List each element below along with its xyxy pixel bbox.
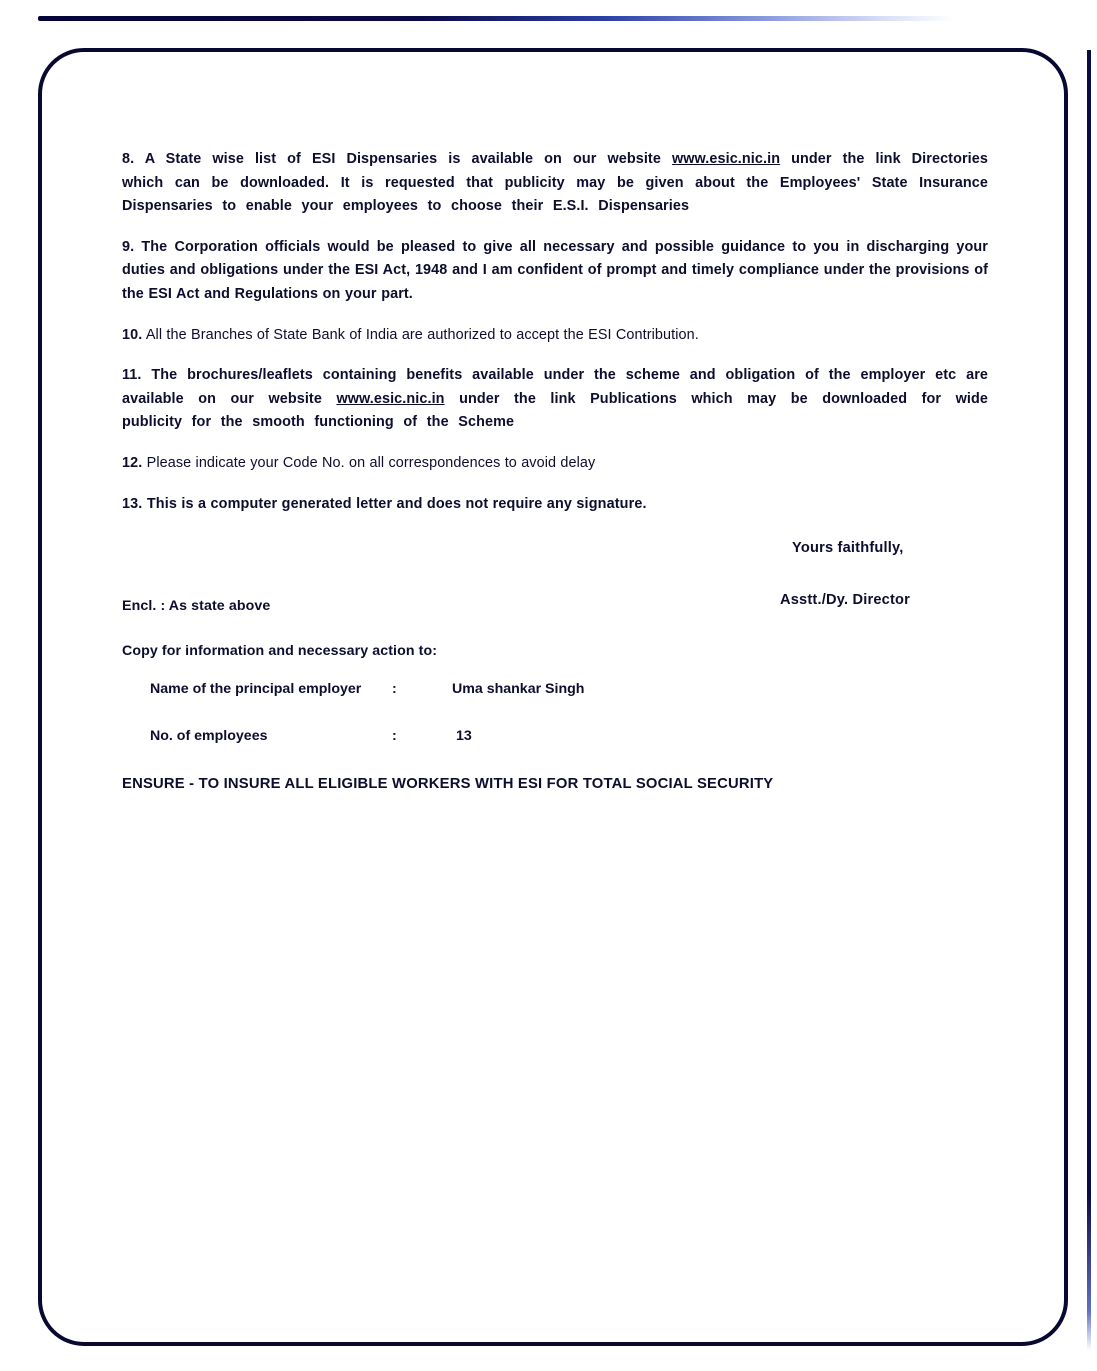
paragraph-8 [122,148,988,219]
paragraph-12 [122,452,988,476]
enclosure-line: Encl. : As state above [122,598,271,614]
paragraph-11-text-before-link: The brochures/leaflets containing benefits available under the scheme and obligation of the employer etc are available on our website [122,367,988,407]
paragraph-8-text-after-link: under the link Directories which can be downloaded. It is requested that publicity may be given about the Employees' State Insurance Dispensaries to enable your employees to choose their E.S.I. Dispensaries [122,151,988,215]
detail-row-principal-employer [150,681,822,697]
esic-website-link-2[interactable]: www.esic.nic.in [336,390,445,407]
principal-employer-value: Uma shankar Singh [452,681,585,697]
principal-employer-label: Name of the principal employer [150,681,362,697]
paragraph-9-text: The Corporation officials would be pleased to give all necessary and possible guidance to you in discharging your duties and obligations under the ESI Act, 1948 and I am confident of prompt and timely compliance under the provisions of the ESI Act and Regulations on your part. [122,238,988,302]
paragraph-10 [122,324,988,348]
esic-website-link-1[interactable]: www.esic.nic.in [671,151,781,167]
closing-details-block [122,598,822,775]
paragraph-8-text-before-link: A State wise list of ESI Dispensaries is available on our website [144,151,661,167]
letter-body [122,148,988,533]
signatory-designation: Asstt./Dy. Director [780,592,911,608]
paragraph-11-number: 11. [122,367,142,384]
right-edge-line [1087,50,1091,1350]
paragraph-10-number: 10. [122,326,143,343]
principal-employer-colon: : [392,681,397,697]
paragraph-9-number: 9. [122,238,135,255]
employee-count-value: 13 [456,728,472,744]
paragraph-11 [122,364,988,435]
employee-count-label: No. of employees [150,728,268,744]
paragraph-12-number: 12. [122,454,143,471]
paragraph-10-text: All the Branches of State Bank of India are authorized to accept the ESI Contribution. [145,326,699,343]
paragraph-12-text: Please indicate your Code No. on all correspondences to avoid delay [146,454,596,471]
paragraph-9 [122,236,988,307]
copy-to-line: Copy for information and necessary action to: [122,643,438,659]
paragraph-11-text-after-link: under the link Publications which may be downloaded for wide publicity for the smooth functioning of the Scheme [122,390,988,431]
employee-count-colon: : [392,728,397,744]
paragraph-8-number: 8. [122,151,135,167]
paragraph-13 [122,493,988,517]
top-rule-line [38,16,953,21]
paragraph-13-number: 13. [122,495,143,512]
detail-row-employee-count [150,728,822,744]
closing-salutation: Yours faithfully, [792,540,904,556]
footer-slogan: ENSURE - TO INSURE ALL ELIGIBLE WORKERS WITH ESI FOR TOTAL SOCIAL SECURITY [122,776,774,792]
paragraph-13-text: This is a computer generated letter and does not require any signature. [146,495,647,512]
